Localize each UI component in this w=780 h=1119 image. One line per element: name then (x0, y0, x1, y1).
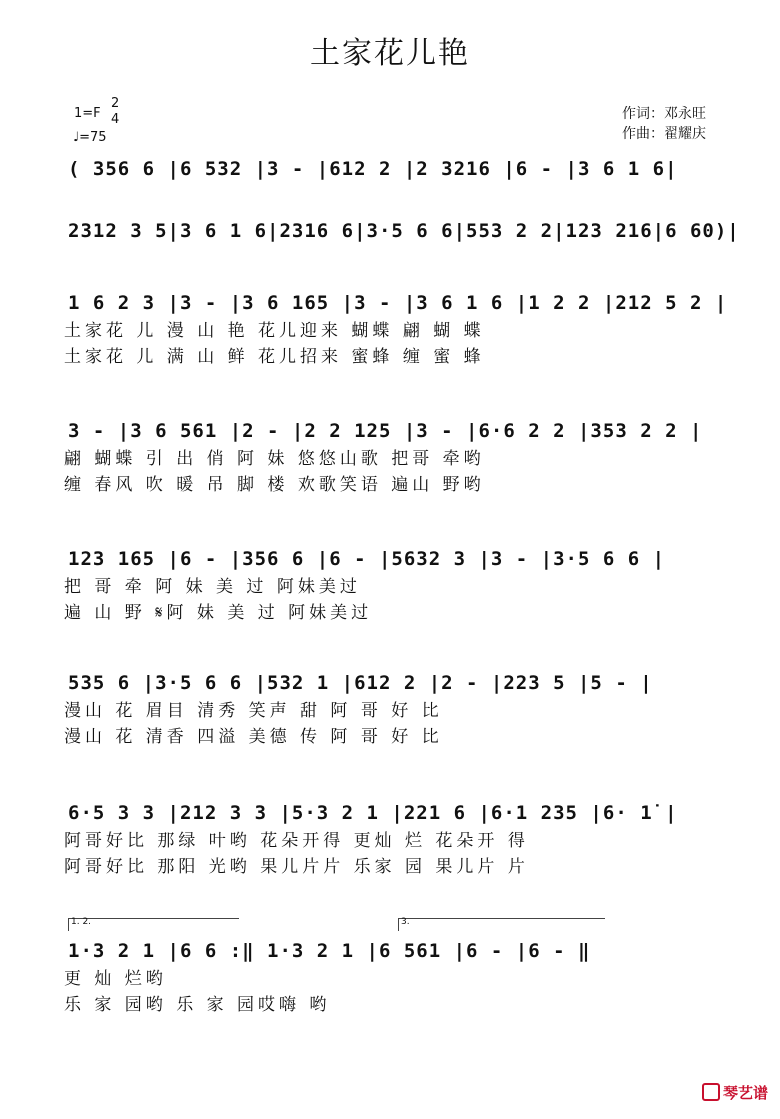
time-signature (111, 96, 119, 128)
time-signature-top: 2 (111, 96, 120, 111)
lyric-row-6-verse-1: 漫山 花 眉目 清秀 笑声 甜 阿 哥 好 比 (64, 701, 443, 721)
watermark-text: 琴艺谱 (723, 1084, 769, 1102)
notation-row-6: 535 6 |3·5 6 6 |532 1 |612 2 |2 - |223 5 |5 - | (68, 672, 653, 694)
lyric-row-7-verse-1: 阿哥好比 那绿 叶哟 花朵开得 更灿 烂 花朵开 得 (64, 831, 529, 851)
volta-third-ending (398, 918, 605, 931)
tempo-marking (73, 130, 107, 145)
time-signature-bottom: 4 (111, 112, 120, 127)
lyric-row-6-verse-2: 漫山 花 清香 四溢 美德 传 阿 哥 好 比 (64, 727, 443, 747)
lyric-row-7-verse-2: 阿哥好比 那阳 光哟 果儿片片 乐家 园 果儿片 片 (64, 857, 529, 877)
lyric-row-3-verse-1: 土家花 儿 漫 山 艳 花儿迎来 蝴蝶 翩 蝴 蝶 (64, 321, 485, 341)
credits (622, 104, 706, 144)
key-label: 1=F (74, 106, 101, 121)
notation-row-4: 3 - |3 6 561 |2 - |2 2 125 |3 - |6·6 2 2 |353 2 2 | (68, 420, 703, 442)
tempo-value: =75 (79, 130, 107, 145)
composer: 作曲：翟耀庆 (622, 126, 706, 142)
watermark (702, 1082, 768, 1103)
lyric-row-4-verse-2: 缠 春风 吹 暖 吊 脚 楼 欢歌笑语 遍山 野哟 (64, 475, 485, 495)
quarter-note-icon: ♩ (73, 130, 80, 145)
notation-row-8: 1·3 2 1 |6 6 :‖ 1·3 2 1 |6 561 |6 - |6 - ‖ (68, 940, 591, 962)
key-signature (74, 106, 101, 121)
page-title: 土家花儿艳 (310, 36, 470, 71)
lyric-row-4-verse-1: 翩 蝴蝶 引 出 俏 阿 妹 悠悠山歌 把哥 牵哟 (64, 449, 485, 469)
lyric-row-5-verse-2: 遍 山 野 𝄋阿 妹 美 过 阿妹美过 (64, 603, 373, 623)
volta-first-ending (68, 918, 239, 931)
notation-row-3: 1 6 2 3 |3 - |3 6 165 |3 - |3 6 1 6 |1 2 2 |212 5 2 | (68, 292, 728, 314)
lyric-row-5-verse-1: 把 哥 牵 阿 妹 美 过 阿妹美过 (64, 577, 361, 597)
volta-first-label: 1. 2. (71, 917, 92, 927)
lyric-row-8-verse-1: 更 灿 烂哟 (64, 969, 167, 989)
volta-third-label: 3. (401, 917, 410, 927)
notation-row-2: 2312 3 5|3 6 1 6|2316 6|3·5 6 6|553 2 2|123 216|6 60)| (68, 220, 740, 242)
notation-row-1: ( 356 6 |6 532 |3 - |612 2 |2 3216 |6 - |3 6 1 6| (68, 158, 678, 180)
lyricist: 作词：邓永旺 (622, 106, 706, 122)
notation-row-5: 123 165 |6 - |356 6 |6 - |5632 3 |3 - |3·5 6 6 | (68, 548, 666, 570)
notation-row-7: 6·5 3 3 |212 3 3 |5·3 2 1 |221 6 |6·1 235 |6· 1̇ | (68, 802, 678, 824)
lyric-row-3-verse-2: 土家花 儿 满 山 鲜 花儿招来 蜜蜂 缠 蜜 蜂 (64, 347, 485, 367)
lyric-row-8-verse-2: 乐 家 园哟 乐 家 园哎嗨 哟 (64, 995, 331, 1015)
watermark-logo-icon (702, 1083, 720, 1101)
